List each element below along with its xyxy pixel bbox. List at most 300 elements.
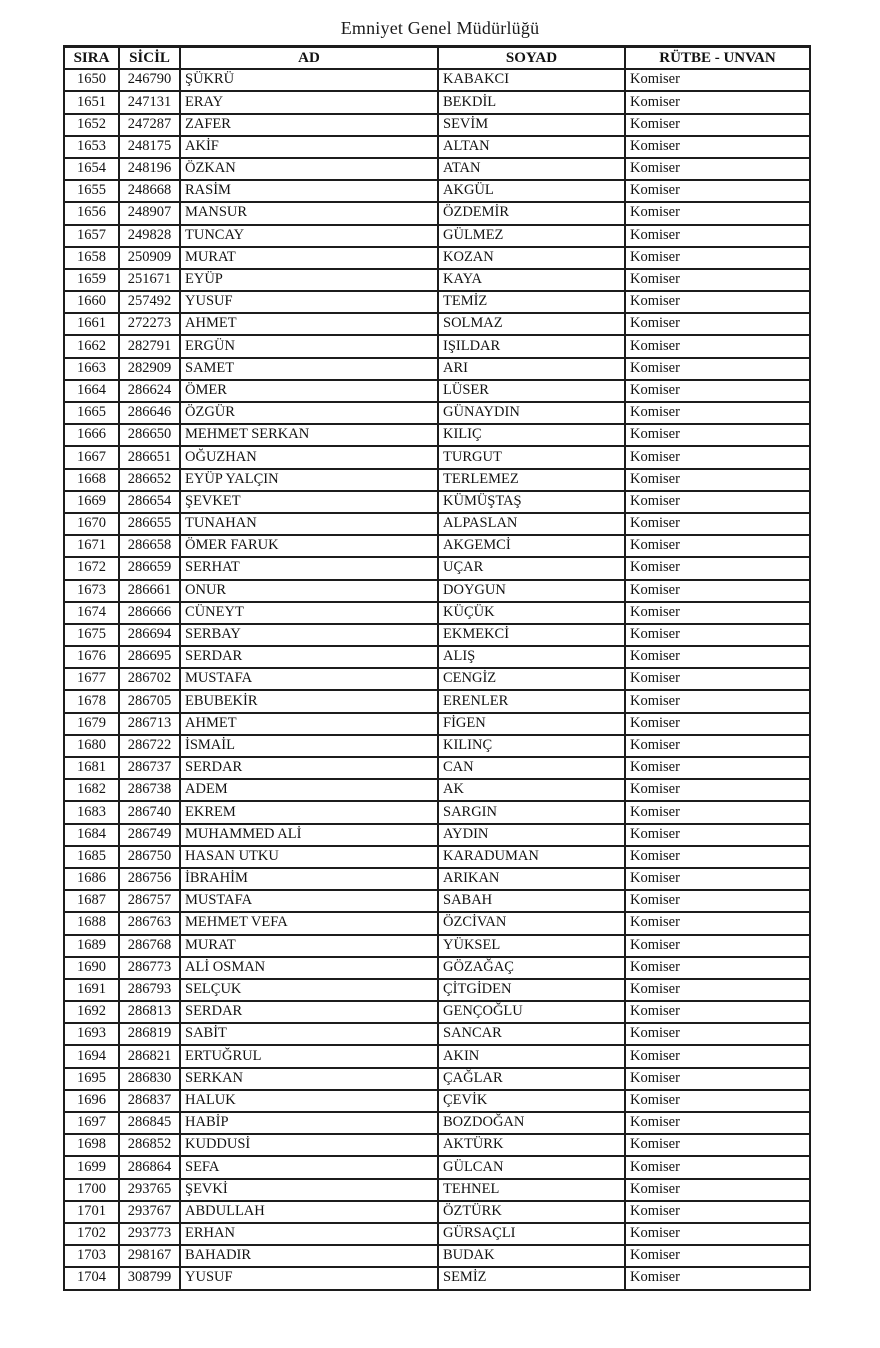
cell-rutbe-unvan: Komiser [625, 535, 810, 557]
cell-rutbe-unvan: Komiser [625, 91, 810, 113]
table-row [64, 713, 810, 735]
cell-ad: MANSUR [180, 202, 438, 224]
cell-ad: SEFA [180, 1156, 438, 1178]
cell-ad: ŞÜKRÜ [180, 69, 438, 91]
cell-sicil: 286821 [119, 1045, 180, 1067]
cell-sicil: 248668 [119, 180, 180, 202]
cell-sira: 1696 [64, 1090, 119, 1112]
cell-sira: 1679 [64, 713, 119, 735]
cell-sira: 1692 [64, 1001, 119, 1023]
table-row [64, 535, 810, 557]
cell-soyad: AKTÜRK [438, 1134, 625, 1156]
cell-sira: 1700 [64, 1179, 119, 1201]
cell-ad: HALUK [180, 1090, 438, 1112]
cell-sira: 1663 [64, 358, 119, 380]
cell-sira: 1661 [64, 313, 119, 335]
cell-sicil: 286655 [119, 513, 180, 535]
table-row [64, 1201, 810, 1223]
cell-soyad: DOYGUN [438, 580, 625, 602]
cell-sicil: 286695 [119, 646, 180, 668]
cell-sira: 1653 [64, 136, 119, 158]
table-row [64, 912, 810, 934]
cell-soyad: AKGÜL [438, 180, 625, 202]
table-row [64, 602, 810, 624]
cell-sira: 1667 [64, 446, 119, 468]
cell-ad: YUSUF [180, 291, 438, 313]
cell-sira: 1678 [64, 690, 119, 712]
cell-soyad: CAN [438, 757, 625, 779]
cell-ad: ERGÜN [180, 335, 438, 357]
cell-sicil: 286773 [119, 957, 180, 979]
cell-ad: MURAT [180, 935, 438, 957]
cell-rutbe-unvan: Komiser [625, 757, 810, 779]
cell-soyad: SARGIN [438, 801, 625, 823]
cell-rutbe-unvan: Komiser [625, 912, 810, 934]
cell-soyad: KÜMÜŞTAŞ [438, 491, 625, 513]
cell-rutbe-unvan: Komiser [625, 1267, 810, 1289]
cell-ad: ŞEVKİ [180, 1179, 438, 1201]
cell-sicil: 286624 [119, 380, 180, 402]
cell-sicil: 250909 [119, 247, 180, 269]
cell-ad: ŞEVKET [180, 491, 438, 513]
cell-sira: 1682 [64, 779, 119, 801]
cell-rutbe-unvan: Komiser [625, 1045, 810, 1067]
cell-rutbe-unvan: Komiser [625, 335, 810, 357]
cell-rutbe-unvan: Komiser [625, 957, 810, 979]
cell-sira: 1698 [64, 1134, 119, 1156]
cell-ad: BAHADIR [180, 1245, 438, 1267]
cell-ad: MEHMET SERKAN [180, 424, 438, 446]
cell-soyad: ÇAĞLAR [438, 1068, 625, 1090]
cell-rutbe-unvan: Komiser [625, 1245, 810, 1267]
table-row [64, 225, 810, 247]
table-row [64, 335, 810, 357]
cell-ad: MUHAMMED ALİ [180, 824, 438, 846]
cell-sicil: 286757 [119, 890, 180, 912]
cell-sira: 1702 [64, 1223, 119, 1245]
cell-ad: HASAN UTKU [180, 846, 438, 868]
cell-soyad: ALPASLAN [438, 513, 625, 535]
cell-rutbe-unvan: Komiser [625, 446, 810, 468]
cell-sira: 1693 [64, 1023, 119, 1045]
table-row [64, 757, 810, 779]
table-row [64, 1134, 810, 1156]
table-row [64, 402, 810, 424]
table-row [64, 1045, 810, 1067]
cell-soyad: ÇEVİK [438, 1090, 625, 1112]
page-title: Emniyet Genel Müdürlüğü [340, 18, 540, 38]
cell-ad: AHMET [180, 313, 438, 335]
personnel-table [63, 45, 811, 1291]
cell-ad: ALİ OSMAN [180, 957, 438, 979]
cell-rutbe-unvan: Komiser [625, 713, 810, 735]
cell-rutbe-unvan: Komiser [625, 136, 810, 158]
cell-rutbe-unvan: Komiser [625, 402, 810, 424]
cell-ad: ERHAN [180, 1223, 438, 1245]
cell-rutbe-unvan: Komiser [625, 646, 810, 668]
cell-sicil: 286650 [119, 424, 180, 446]
table-row [64, 668, 810, 690]
table-row [64, 1223, 810, 1245]
cell-sicil: 286652 [119, 469, 180, 491]
cell-sira: 1680 [64, 735, 119, 757]
cell-ad: ERTUĞRUL [180, 1045, 438, 1067]
cell-ad: SELÇUK [180, 979, 438, 1001]
cell-rutbe-unvan: Komiser [625, 269, 810, 291]
cell-sicil: 286763 [119, 912, 180, 934]
cell-sicil: 251671 [119, 269, 180, 291]
table-row [64, 735, 810, 757]
cell-sira: 1652 [64, 114, 119, 136]
cell-soyad: CENGİZ [438, 668, 625, 690]
cell-sira: 1694 [64, 1045, 119, 1067]
cell-sicil: 248196 [119, 158, 180, 180]
table-row [64, 935, 810, 957]
cell-ad: ABDULLAH [180, 1201, 438, 1223]
cell-ad: ÖMER [180, 380, 438, 402]
cell-sicil: 257492 [119, 291, 180, 313]
cell-ad: ADEM [180, 779, 438, 801]
cell-rutbe-unvan: Komiser [625, 1223, 810, 1245]
cell-ad: SERKAN [180, 1068, 438, 1090]
cell-soyad: ÖZCİVAN [438, 912, 625, 934]
cell-soyad: SEVİM [438, 114, 625, 136]
cell-sicil: 246790 [119, 69, 180, 91]
cell-rutbe-unvan: Komiser [625, 225, 810, 247]
table-row [64, 380, 810, 402]
cell-ad: SAMET [180, 358, 438, 380]
cell-rutbe-unvan: Komiser [625, 846, 810, 868]
table-row [64, 469, 810, 491]
cell-sicil: 308799 [119, 1267, 180, 1289]
table-header [64, 47, 810, 70]
cell-rutbe-unvan: Komiser [625, 1134, 810, 1156]
cell-sira: 1686 [64, 868, 119, 890]
cell-ad: TUNAHAN [180, 513, 438, 535]
column-header-sira: SIRA [64, 47, 119, 70]
cell-ad: SERBAY [180, 624, 438, 646]
cell-ad: SERDAR [180, 646, 438, 668]
cell-soyad: KÜÇÜK [438, 602, 625, 624]
cell-ad: ÖZKAN [180, 158, 438, 180]
cell-soyad: ERENLER [438, 690, 625, 712]
table-row [64, 846, 810, 868]
table-row [64, 269, 810, 291]
cell-rutbe-unvan: Komiser [625, 1090, 810, 1112]
cell-ad: SERDAR [180, 1001, 438, 1023]
cell-sicil: 286651 [119, 446, 180, 468]
cell-soyad: TEHNEL [438, 1179, 625, 1201]
cell-sicil: 286813 [119, 1001, 180, 1023]
cell-soyad: KAYA [438, 269, 625, 291]
cell-soyad: TERLEMEZ [438, 469, 625, 491]
cell-rutbe-unvan: Komiser [625, 1179, 810, 1201]
cell-sira: 1699 [64, 1156, 119, 1178]
table-row [64, 1156, 810, 1178]
table-row [64, 824, 810, 846]
table-row [64, 979, 810, 1001]
cell-sicil: 286852 [119, 1134, 180, 1156]
table-row [64, 1267, 810, 1289]
table-body [64, 69, 810, 1289]
table-row [64, 1112, 810, 1134]
table-row [64, 513, 810, 535]
cell-rutbe-unvan: Komiser [625, 979, 810, 1001]
cell-rutbe-unvan: Komiser [625, 602, 810, 624]
cell-soyad: SABAH [438, 890, 625, 912]
table-row [64, 557, 810, 579]
cell-soyad: ATAN [438, 158, 625, 180]
cell-sicil: 249828 [119, 225, 180, 247]
cell-rutbe-unvan: Komiser [625, 1201, 810, 1223]
cell-ad: ERAY [180, 91, 438, 113]
cell-soyad: ALIŞ [438, 646, 625, 668]
cell-sicil: 286864 [119, 1156, 180, 1178]
cell-sicil: 286819 [119, 1023, 180, 1045]
cell-ad: MEHMET VEFA [180, 912, 438, 934]
table-row [64, 313, 810, 335]
cell-ad: EYÜP YALÇIN [180, 469, 438, 491]
cell-sira: 1701 [64, 1201, 119, 1223]
table-row [64, 1245, 810, 1267]
cell-rutbe-unvan: Komiser [625, 380, 810, 402]
cell-soyad: KABAKCI [438, 69, 625, 91]
cell-ad: OĞUZHAN [180, 446, 438, 468]
cell-sira: 1704 [64, 1267, 119, 1289]
cell-soyad: BEKDİL [438, 91, 625, 113]
cell-rutbe-unvan: Komiser [625, 358, 810, 380]
table-row [64, 358, 810, 380]
cell-soyad: GÜRSAÇLI [438, 1223, 625, 1245]
cell-ad: RASİM [180, 180, 438, 202]
cell-soyad: LÜSER [438, 380, 625, 402]
table-row [64, 446, 810, 468]
cell-soyad: ÖZDEMİR [438, 202, 625, 224]
cell-sicil: 286750 [119, 846, 180, 868]
table-header-row [64, 47, 810, 70]
cell-rutbe-unvan: Komiser [625, 690, 810, 712]
cell-sicil: 286793 [119, 979, 180, 1001]
cell-sira: 1655 [64, 180, 119, 202]
cell-sira: 1672 [64, 557, 119, 579]
table-row [64, 1023, 810, 1045]
cell-sira: 1689 [64, 935, 119, 957]
cell-sira: 1703 [64, 1245, 119, 1267]
cell-sira: 1674 [64, 602, 119, 624]
cell-ad: MURAT [180, 247, 438, 269]
cell-sira: 1654 [64, 158, 119, 180]
cell-ad: EKREM [180, 801, 438, 823]
cell-soyad: IŞILDAR [438, 335, 625, 357]
cell-ad: EYÜP [180, 269, 438, 291]
cell-soyad: TURGUT [438, 446, 625, 468]
cell-ad: MUSTAFA [180, 890, 438, 912]
cell-sicil: 286713 [119, 713, 180, 735]
cell-sira: 1697 [64, 1112, 119, 1134]
table-row [64, 646, 810, 668]
cell-ad: MUSTAFA [180, 668, 438, 690]
cell-sira: 1657 [64, 225, 119, 247]
cell-soyad: BOZDOĞAN [438, 1112, 625, 1134]
cell-sicil: 247131 [119, 91, 180, 113]
cell-rutbe-unvan: Komiser [625, 1156, 810, 1178]
cell-soyad: KILIÇ [438, 424, 625, 446]
cell-rutbe-unvan: Komiser [625, 801, 810, 823]
table-row [64, 890, 810, 912]
cell-sicil: 286740 [119, 801, 180, 823]
cell-sicil: 286659 [119, 557, 180, 579]
table-row [64, 1090, 810, 1112]
cell-sira: 1681 [64, 757, 119, 779]
table-row [64, 202, 810, 224]
table-row [64, 801, 810, 823]
cell-ad: EBUBEKİR [180, 690, 438, 712]
table-row [64, 114, 810, 136]
cell-sicil: 298167 [119, 1245, 180, 1267]
cell-sicil: 286845 [119, 1112, 180, 1134]
cell-ad: SABİT [180, 1023, 438, 1045]
cell-sira: 1677 [64, 668, 119, 690]
cell-soyad: KARADUMAN [438, 846, 625, 868]
cell-soyad: ÇİTGİDEN [438, 979, 625, 1001]
cell-soyad: AKGEMCİ [438, 535, 625, 557]
table-row [64, 1068, 810, 1090]
cell-sira: 1658 [64, 247, 119, 269]
cell-soyad: AYDIN [438, 824, 625, 846]
table-row [64, 580, 810, 602]
cell-rutbe-unvan: Komiser [625, 469, 810, 491]
cell-sira: 1668 [64, 469, 119, 491]
cell-rutbe-unvan: Komiser [625, 114, 810, 136]
cell-sira: 1666 [64, 424, 119, 446]
cell-rutbe-unvan: Komiser [625, 735, 810, 757]
table-row [64, 69, 810, 91]
cell-soyad: SANCAR [438, 1023, 625, 1045]
table-row [64, 491, 810, 513]
cell-rutbe-unvan: Komiser [625, 513, 810, 535]
cell-sicil: 286646 [119, 402, 180, 424]
cell-soyad: ARIKAN [438, 868, 625, 890]
cell-sicil: 248907 [119, 202, 180, 224]
cell-soyad: GÜNAYDIN [438, 402, 625, 424]
cell-rutbe-unvan: Komiser [625, 557, 810, 579]
cell-rutbe-unvan: Komiser [625, 1068, 810, 1090]
cell-rutbe-unvan: Komiser [625, 1001, 810, 1023]
table-row [64, 868, 810, 890]
cell-sira: 1684 [64, 824, 119, 846]
cell-sicil: 286830 [119, 1068, 180, 1090]
table-row [64, 247, 810, 269]
cell-sicil: 286749 [119, 824, 180, 846]
cell-sicil: 286702 [119, 668, 180, 690]
cell-rutbe-unvan: Komiser [625, 824, 810, 846]
cell-sira: 1687 [64, 890, 119, 912]
table-row [64, 624, 810, 646]
cell-sira: 1695 [64, 1068, 119, 1090]
cell-ad: SERHAT [180, 557, 438, 579]
cell-ad: CÜNEYT [180, 602, 438, 624]
table-row [64, 1001, 810, 1023]
cell-ad: TUNCAY [180, 225, 438, 247]
column-header-ad: AD [180, 47, 438, 70]
cell-ad: ONUR [180, 580, 438, 602]
cell-soyad: AKIN [438, 1045, 625, 1067]
cell-soyad: GÖZAĞAÇ [438, 957, 625, 979]
cell-ad: ZAFER [180, 114, 438, 136]
cell-soyad: TEMİZ [438, 291, 625, 313]
cell-sicil: 286722 [119, 735, 180, 757]
cell-sira: 1683 [64, 801, 119, 823]
cell-rutbe-unvan: Komiser [625, 1112, 810, 1134]
cell-sira: 1664 [64, 380, 119, 402]
cell-sicil: 293765 [119, 1179, 180, 1201]
cell-sira: 1660 [64, 291, 119, 313]
cell-sira: 1690 [64, 957, 119, 979]
table-row [64, 91, 810, 113]
cell-soyad: YÜKSEL [438, 935, 625, 957]
cell-soyad: KILINÇ [438, 735, 625, 757]
cell-soyad: EKMEKCİ [438, 624, 625, 646]
cell-sicil: 282791 [119, 335, 180, 357]
cell-soyad: ÖZTÜRK [438, 1201, 625, 1223]
cell-sira: 1670 [64, 513, 119, 535]
cell-sira: 1659 [64, 269, 119, 291]
cell-sira: 1651 [64, 91, 119, 113]
cell-sicil: 286661 [119, 580, 180, 602]
cell-soyad: SEMİZ [438, 1267, 625, 1289]
cell-rutbe-unvan: Komiser [625, 202, 810, 224]
cell-rutbe-unvan: Komiser [625, 158, 810, 180]
cell-sira: 1650 [64, 69, 119, 91]
cell-sira: 1675 [64, 624, 119, 646]
cell-sira: 1671 [64, 535, 119, 557]
cell-sicil: 286768 [119, 935, 180, 957]
cell-soyad: GÜLCAN [438, 1156, 625, 1178]
cell-soyad: ALTAN [438, 136, 625, 158]
column-header-rutbe-unvan: RÜTBE - UNVAN [625, 47, 810, 70]
cell-soyad: ARI [438, 358, 625, 380]
cell-rutbe-unvan: Komiser [625, 424, 810, 446]
cell-rutbe-unvan: Komiser [625, 247, 810, 269]
table-row [64, 1179, 810, 1201]
cell-ad: İBRAHİM [180, 868, 438, 890]
cell-sicil: 286738 [119, 779, 180, 801]
cell-sicil: 286666 [119, 602, 180, 624]
cell-sicil: 286737 [119, 757, 180, 779]
cell-sira: 1691 [64, 979, 119, 1001]
cell-rutbe-unvan: Komiser [625, 668, 810, 690]
cell-ad: ÖMER FARUK [180, 535, 438, 557]
cell-sicil: 286654 [119, 491, 180, 513]
cell-soyad: SOLMAZ [438, 313, 625, 335]
cell-ad: KUDDUSİ [180, 1134, 438, 1156]
cell-soyad: UÇAR [438, 557, 625, 579]
cell-sicil: 293767 [119, 1201, 180, 1223]
cell-sicil: 248175 [119, 136, 180, 158]
cell-ad: AHMET [180, 713, 438, 735]
cell-rutbe-unvan: Komiser [625, 1023, 810, 1045]
cell-ad: ÖZGÜR [180, 402, 438, 424]
cell-ad: AKİF [180, 136, 438, 158]
table-row [64, 957, 810, 979]
cell-rutbe-unvan: Komiser [625, 624, 810, 646]
cell-sira: 1665 [64, 402, 119, 424]
cell-rutbe-unvan: Komiser [625, 935, 810, 957]
cell-sira: 1673 [64, 580, 119, 602]
cell-soyad: GÜLMEZ [438, 225, 625, 247]
cell-rutbe-unvan: Komiser [625, 491, 810, 513]
table-row [64, 424, 810, 446]
